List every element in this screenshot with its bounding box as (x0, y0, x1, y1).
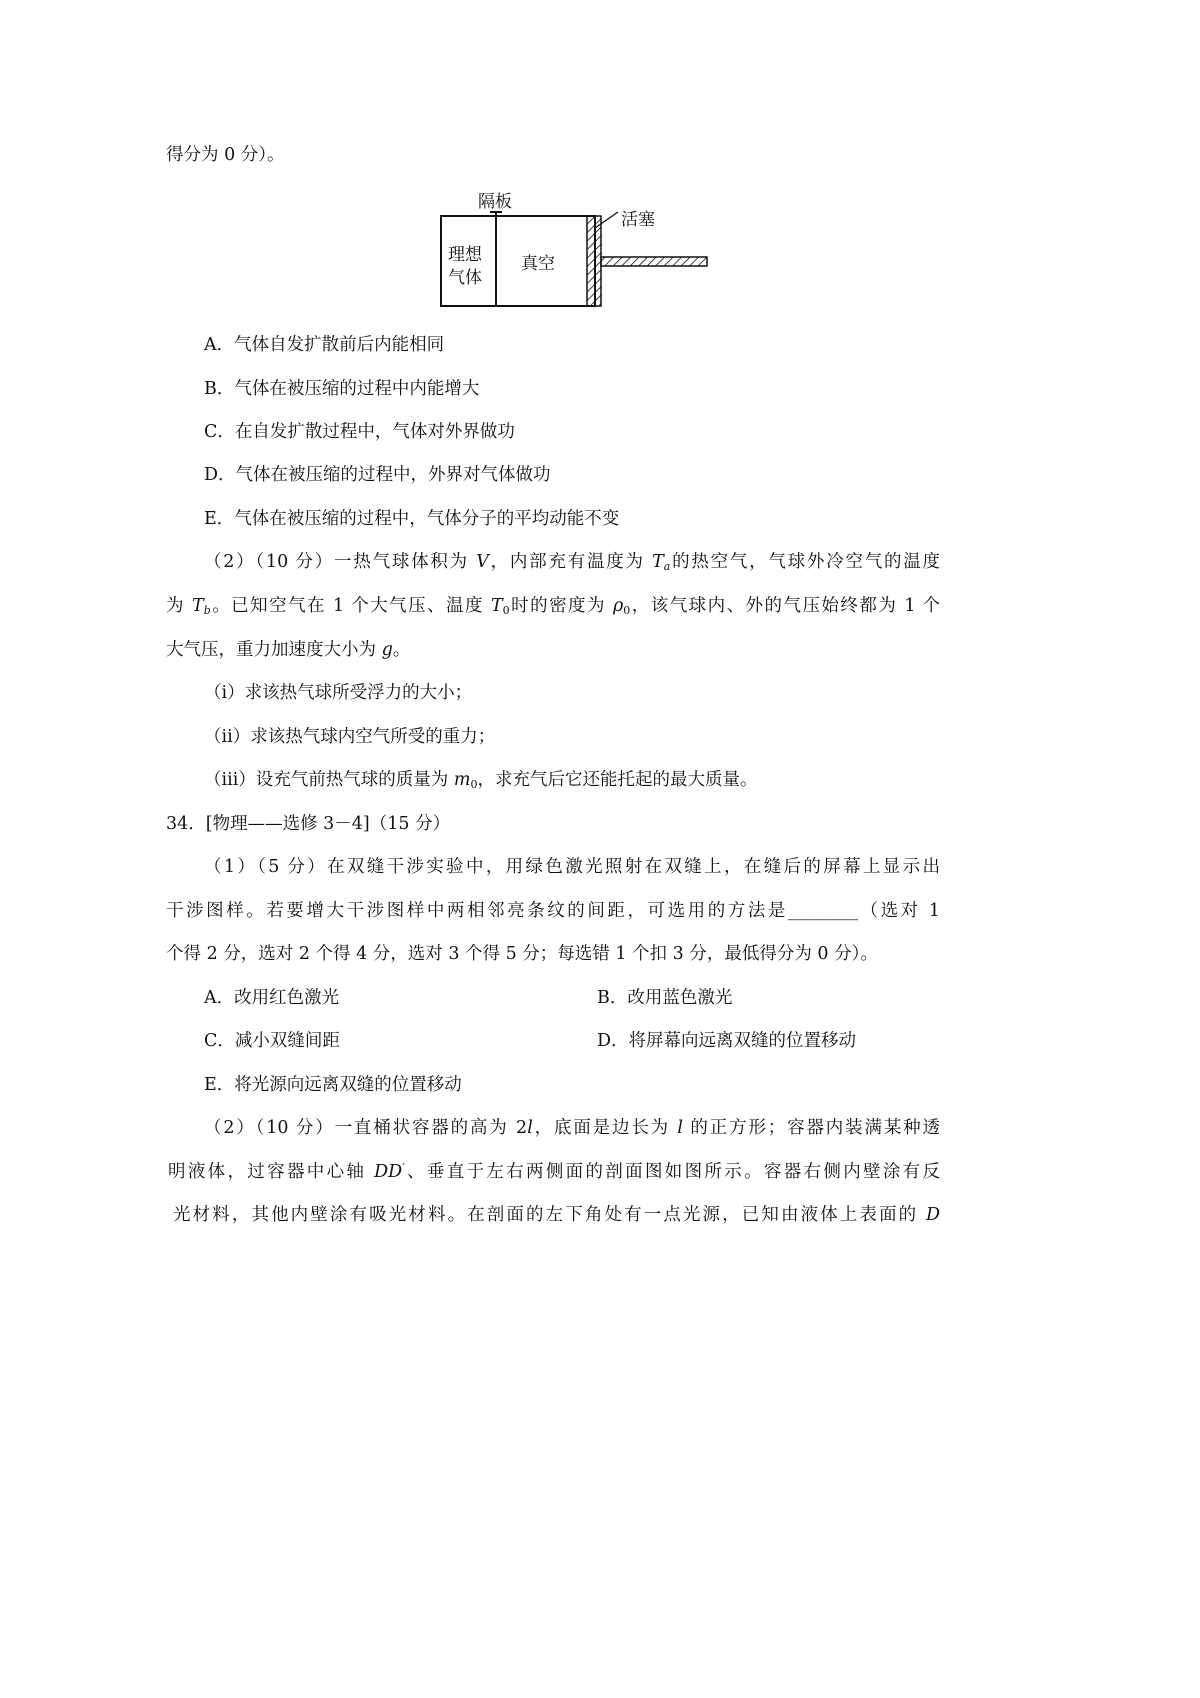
option-a: A．气体自发扩散前后内能相同 (204, 335, 445, 355)
piston-hatched (587, 216, 601, 306)
gas-label-1: 理想 (448, 245, 482, 265)
gas-label-2: 气体 (448, 268, 482, 288)
q34-option-b: B．改用蓝色激光 (597, 988, 733, 1008)
q33-sub-i: （i）求该热气球所受浮力的大小； (204, 683, 473, 703)
piston-label: 活塞 (621, 210, 655, 230)
option-d: D．气体在被压缩的过程中，外界对气体做功 (204, 465, 551, 485)
q34-part2-line1: （2）（10 分）一直桶状容器的高为 2l，底面是边长为 l 的正方形；容器内装满某种透 (204, 1118, 941, 1138)
q34-part2-line2: 明液体，过容器中心轴 DD′、垂直于左右两侧面的剖面图如图所示。容器右侧内壁涂有反 (168, 1161, 941, 1182)
option-b: B．气体在被压缩的过程中内能增大 (204, 379, 480, 399)
q34-part1-line3: 个得 2 分，选对 2 个得 4 分，选对 3 个得 5 分；每选错 1 个扣 3 分，最低得分为 0 分）。 (166, 944, 878, 964)
option-c: C．在自发扩散过程中，气体对外界做功 (204, 422, 515, 442)
piston-cylinder-diagram (436, 188, 712, 310)
q33-sub-iii: （iii）设充气前热气球的质量为 $m_0$，求充气后它还能托起的最大质量。 (204, 770, 758, 791)
option-e: E．气体在被压缩的过程中，气体分子的平均动能不变 (204, 509, 620, 529)
q34-option-c: C．减小双缝间距 (204, 1031, 340, 1051)
top-line: 得分为 0 分）。 (166, 145, 285, 165)
q34-option-a: A．改用红色激光 (204, 988, 340, 1008)
q33-part2-line1: （2）（10 分）一热气球体积为 V，内部充有温度为 $T_a$的热空气，气球外冷空气的温度 (204, 552, 941, 573)
q34-part1-line1: （1）（5 分）在双缝干涉实验中，用绿色激光照射在双缝上，在缝后的屏幕上显示出 (204, 857, 940, 877)
partition-label: 隔板 (478, 192, 512, 212)
q33-part2-line2: 为 $T_b$。已知空气在 1 个大气压、温度 $T_0$时的密度为 $\rho_0$，该气球内、外的气压始终都为 1 个 (166, 596, 940, 617)
piston-rod (601, 257, 707, 266)
q34-part2-line3: 光材料，其他内壁涂有吸光材料。在剖面的左下角处有一点光源，已知由液体上表面的 D (173, 1205, 940, 1225)
q33-sub-ii: （ii）求该热气球内空气所受的重力； (204, 727, 496, 747)
q34-option-d: D．将屏幕向远离双缝的位置移动 (597, 1031, 857, 1051)
q34-part1-line2: 干涉图样。若要增大干涉图样中两相邻亮条纹的间距，可选用的方法是________（选对 1 (166, 901, 940, 921)
q33-part2-line3: 大气压，重力加速度大小为 g。 (166, 640, 411, 660)
vacuum-label: 真空 (521, 254, 555, 274)
q34-option-e: E．将光源向远离双缝的位置移动 (204, 1075, 462, 1095)
q34-header: 34．[物理——选修 3－4]（15 分） (166, 814, 451, 834)
